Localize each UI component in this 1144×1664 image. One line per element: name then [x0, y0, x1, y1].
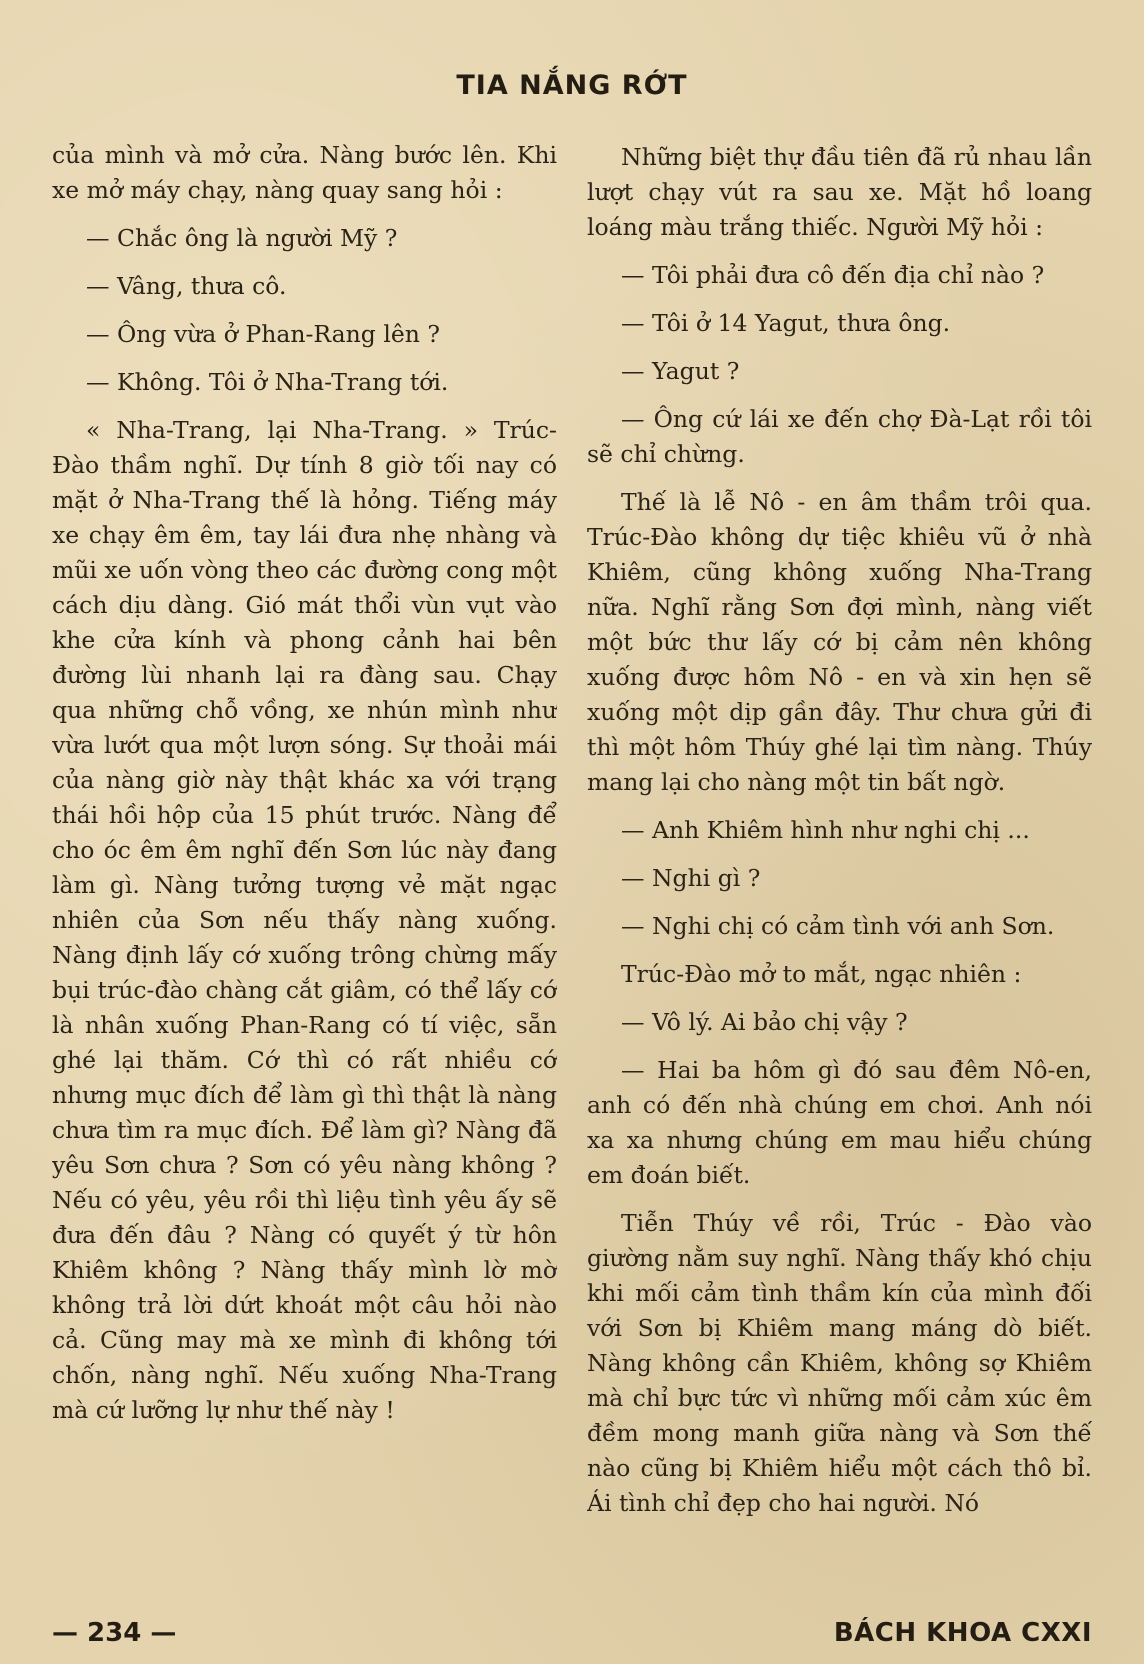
paragraph: — Yagut ? — [621, 357, 740, 385]
left-column — [52, 138, 557, 1578]
page-number: — 234 — — [52, 1618, 177, 1648]
paragraph: — Không. Tôi ở Nha-Trang tới. — [86, 368, 449, 396]
paragraph: — Nghi gì ? — [621, 864, 761, 892]
paragraph: của mình và mở cửa. Nàng bước lên. Khi xe mở máy chạy, nàng quay sang hỏi : — [52, 141, 557, 204]
paragraph: — Tôi ở 14 Yagut, thưa ông. — [621, 309, 951, 337]
paragraph: — Tôi phải đưa cô đến địa chỉ nào ? — [621, 261, 1045, 289]
paragraph: — Anh Khiêm hình như nghi chị ... — [621, 816, 1030, 844]
running-header-title: TIA NẮNG RỚT — [456, 70, 688, 101]
paragraph: Những biệt thự đầu tiên đã rủ nhau lần lượt chạy vút ra sau xe. Mặt hồ loang loáng màu trắng thiếc. Người Mỹ hỏi : — [587, 143, 1092, 241]
paragraph: — Chắc ông là người Mỹ ? — [86, 224, 398, 252]
paragraph: — Nghi chị có cảm tình với anh Sơn. — [621, 912, 1055, 940]
paragraph: — Vô lý. Ai bảo chị vậy ? — [621, 1008, 908, 1036]
paragraph: Tiễn Thúy về rồi, Trúc - Đào vào giường nằm suy nghĩ. Nàng thấy khó chịu khi mối cảm tình thầm kín của mình đối với Sơn bị Khiêm mang máng dò biết. Nàng không cần Khiêm, không sợ Khiêm mà chỉ bực tức vì những mối cảm xúc êm đềm mong manh giữa nàng và Sơn thế nào cũng bị Khiêm hiểu một cách thô bỉ. Ái tình chỉ đẹp cho hai người. Nó — [587, 1209, 1092, 1517]
paragraph: — Ông cứ lái xe đến chợ Đà-Lạt rồi tôi sẽ chỉ chừng. — [587, 405, 1092, 468]
paragraph: — Vâng, thưa cô. — [86, 272, 287, 300]
paragraph: — Ông vừa ở Phan-Rang lên ? — [86, 320, 440, 348]
paragraph: Trúc-Đào mở to mắt, ngạc nhiên : — [621, 960, 1022, 988]
issue-label: BÁCH KHOA CXXI — [833, 1618, 1092, 1648]
paragraph: — Hai ba hôm gì đó sau đêm Nô-en, anh có đến nhà chúng em chơi. Anh nói xa xa nhưng chúng em mau hiểu chúng em đoán biết. — [587, 1056, 1092, 1189]
paragraph: « Nha-Trang, lại Nha-Trang. » Trúc-Đào thầm nghĩ. Dự tính 8 giờ tối nay có mặt ở Nha-Trang thế là hỏng. Tiếng máy xe chạy êm êm, tay lái đưa nhẹ nhàng và mũi xe uốn vòng theo các đường cong một cách dịu dàng. Gió mát thổi vùn vụt vào khe cửa kính và phong cảnh hai bên đường lùi nhanh lại ra đàng sau. Chạy qua những chỗ vồng, xe nhún mình như vừa lướt qua một lượn sóng. Sự thoải mái của nàng giờ này thật khác xa với trạng thái hồi hộp của 15 phút trước. Nàng để cho óc êm êm nghĩ đến Sơn lúc này đang làm gì. Nàng tưởng tượng vẻ mặt ngạc nhiên của Sơn nếu thấy nàng xuống. Nàng định lấy cớ xuống trông chừng mấy bụi trúc-đào chàng cắt giâm, có thể lấy cớ là nhân xuống Phan-Rang có tí việc, sẵn ghé lại thăm. Cớ thì có rất nhiều cớ nhưng mục đích để làm gì thì thật là nàng chưa tìm ra mục đích. Để làm gì? Nàng đã yêu Sơn chưa ? Sơn có yêu nàng không ? Nếu có yêu, yêu rồi thì liệu tình yêu ấy sẽ đưa đến đâu ? Nàng có quyết ý từ hôn Khiêm không ? Nàng thấy mình lờ mờ không trả lời dứt khoát một câu hỏi nào cả. Cũng may mà xe mình đi không tới chốn, nàng nghĩ. Nếu xuống Nha-Trang mà cứ lưỡng lự như thế này ! — [52, 416, 557, 1424]
right-column — [587, 138, 1092, 1578]
paragraph: Thế là lễ Nô - en âm thầm trôi qua. Trúc-Đào không dự tiệc khiêu vũ ở nhà Khiêm, cũng không xuống Nha-Trang nữa. Nghĩ rằng Sơn đợi mình, nàng viết một bức thư lấy cớ bị cảm nên không xuống được hôm Nô - en và xin hẹn sẽ xuống một dịp gần đây. Thư chưa gửi đi thì một hôm Thúy ghé lại tìm nàng. Thúy mang lại cho nàng một tin bất ngờ. — [587, 488, 1092, 796]
text-columns — [52, 138, 1092, 1578]
